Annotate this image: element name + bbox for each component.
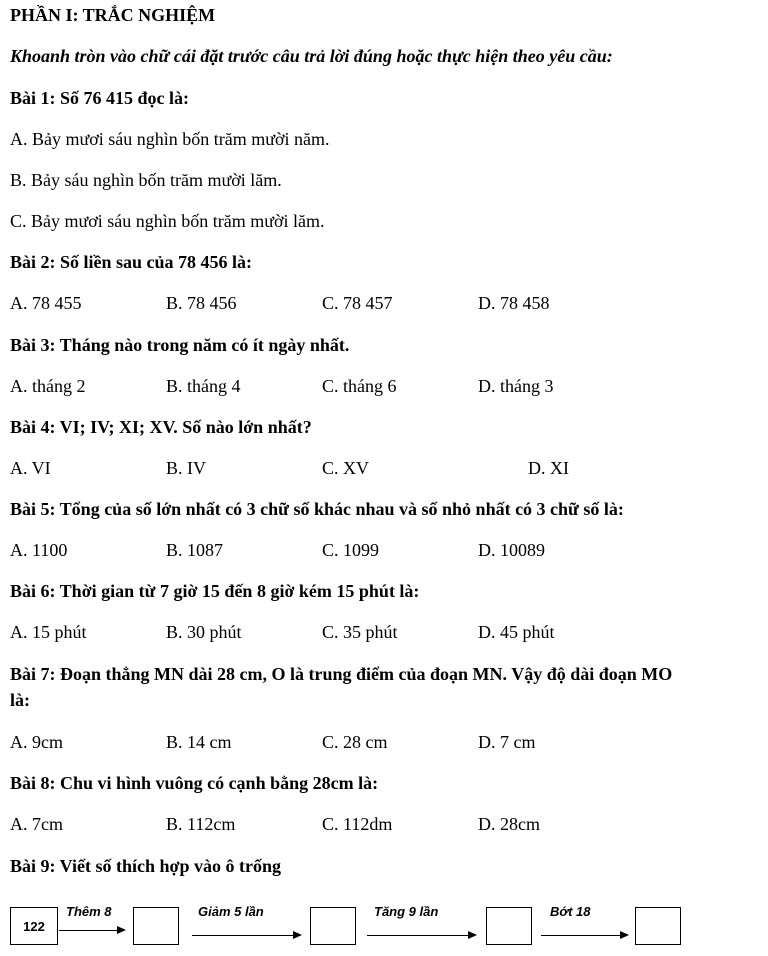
q1-option-a[interactable]: A. Bảy mươi sáu nghìn bốn trăm mười năm.	[10, 129, 330, 149]
q8-option-c[interactable]: C. 112dm	[322, 814, 393, 834]
q3-option-b[interactable]: B. tháng 4	[166, 376, 241, 396]
q7-title-line1: Bài 7: Đoạn thẳng MN dài 28 cm, O là trung điểm của đoạn MN. Vậy độ dài đoạn MO	[10, 664, 673, 684]
q5-option-b[interactable]: B. 1087	[166, 540, 224, 560]
q7-option-d[interactable]: D. 7 cm	[478, 732, 536, 752]
q3-option-d[interactable]: D. tháng 3	[478, 376, 554, 396]
q4-option-b[interactable]: B. IV	[166, 458, 206, 478]
instruction: Khoanh tròn vào chữ cái đặt trước câu trả lời đúng hoặc thực hiện theo yêu cầu:	[10, 46, 613, 66]
answer-box-4[interactable]	[635, 907, 681, 945]
q9-title: Bài 9: Viết số thích hợp vào ô trống	[10, 856, 281, 876]
q5-option-c[interactable]: C. 1099	[322, 540, 380, 560]
answer-box-2[interactable]	[310, 907, 356, 945]
step-label-2: Giảm 5 lần	[198, 904, 264, 919]
step-arrow-2	[192, 935, 300, 936]
answer-box-1[interactable]	[133, 907, 179, 945]
section-title: PHẦN I: TRẮC NGHIỆM	[10, 5, 216, 25]
q1-option-b[interactable]: B. Bảy sáu nghìn bốn trăm mười lăm.	[10, 170, 282, 190]
q7-option-b[interactable]: B. 14 cm	[166, 732, 232, 752]
q5-title: Bài 5: Tổng của số lớn nhất có 3 chữ số khác nhau và số nhỏ nhất có 3 chữ số là:	[10, 499, 624, 519]
step-label-4: Bớt 18	[550, 904, 591, 919]
step-arrow-1	[59, 930, 124, 931]
q5-option-d[interactable]: D. 10089	[478, 540, 545, 560]
q3-option-c[interactable]: C. tháng 6	[322, 376, 397, 396]
step-label-3: Tăng 9 lần	[374, 904, 439, 919]
q3-option-a[interactable]: A. tháng 2	[10, 376, 86, 396]
q1-option-c[interactable]: C. Bảy mươi sáu nghìn bốn trăm mười lăm.	[10, 211, 325, 231]
q8-option-d[interactable]: D. 28cm	[478, 814, 540, 834]
step-arrow-3	[367, 935, 475, 936]
q8-option-a[interactable]: A. 7cm	[10, 814, 63, 834]
q2-option-b[interactable]: B. 78 456	[166, 293, 237, 313]
q7-title-line2: là:	[10, 690, 30, 710]
q2-option-a[interactable]: A. 78 455	[10, 293, 82, 313]
q5-option-a[interactable]: A. 1100	[10, 540, 68, 560]
q6-option-a[interactable]: A. 15 phút	[10, 622, 87, 642]
answer-box-3[interactable]	[486, 907, 532, 945]
start-value-box: 122	[10, 907, 58, 945]
q6-option-b[interactable]: B. 30 phút	[166, 622, 242, 642]
q4-title: Bài 4: VI; IV; XI; XV. Số nào lớn nhất?	[10, 417, 312, 437]
step-arrow-4	[541, 935, 627, 936]
q4-option-d[interactable]: D. XI	[528, 458, 569, 478]
q8-option-b[interactable]: B. 112cm	[166, 814, 236, 834]
q4-option-c[interactable]: C. XV	[322, 458, 370, 478]
q2-title: Bài 2: Số liền sau của 78 456 là:	[10, 252, 253, 272]
q6-option-c[interactable]: C. 35 phút	[322, 622, 398, 642]
q6-option-d[interactable]: D. 45 phút	[478, 622, 555, 642]
q2-option-d[interactable]: D. 78 458	[478, 293, 550, 313]
q4-option-a[interactable]: A. VI	[10, 458, 51, 478]
q1-title: Bài 1: Số 76 415 đọc là:	[10, 88, 190, 108]
q3-title: Bài 3: Tháng nào trong năm có ít ngày nhất.	[10, 335, 350, 355]
q2-option-c[interactable]: C. 78 457	[322, 293, 393, 313]
step-label-1: Thêm 8	[66, 904, 112, 919]
q7-option-c[interactable]: C. 28 cm	[322, 732, 388, 752]
q8-title: Bài 8: Chu vi hình vuông có cạnh bằng 28cm là:	[10, 773, 379, 793]
q7-option-a[interactable]: A. 9cm	[10, 732, 63, 752]
q6-title: Bài 6: Thời gian từ 7 giờ 15 đến 8 giờ kém 15 phút là:	[10, 581, 420, 601]
